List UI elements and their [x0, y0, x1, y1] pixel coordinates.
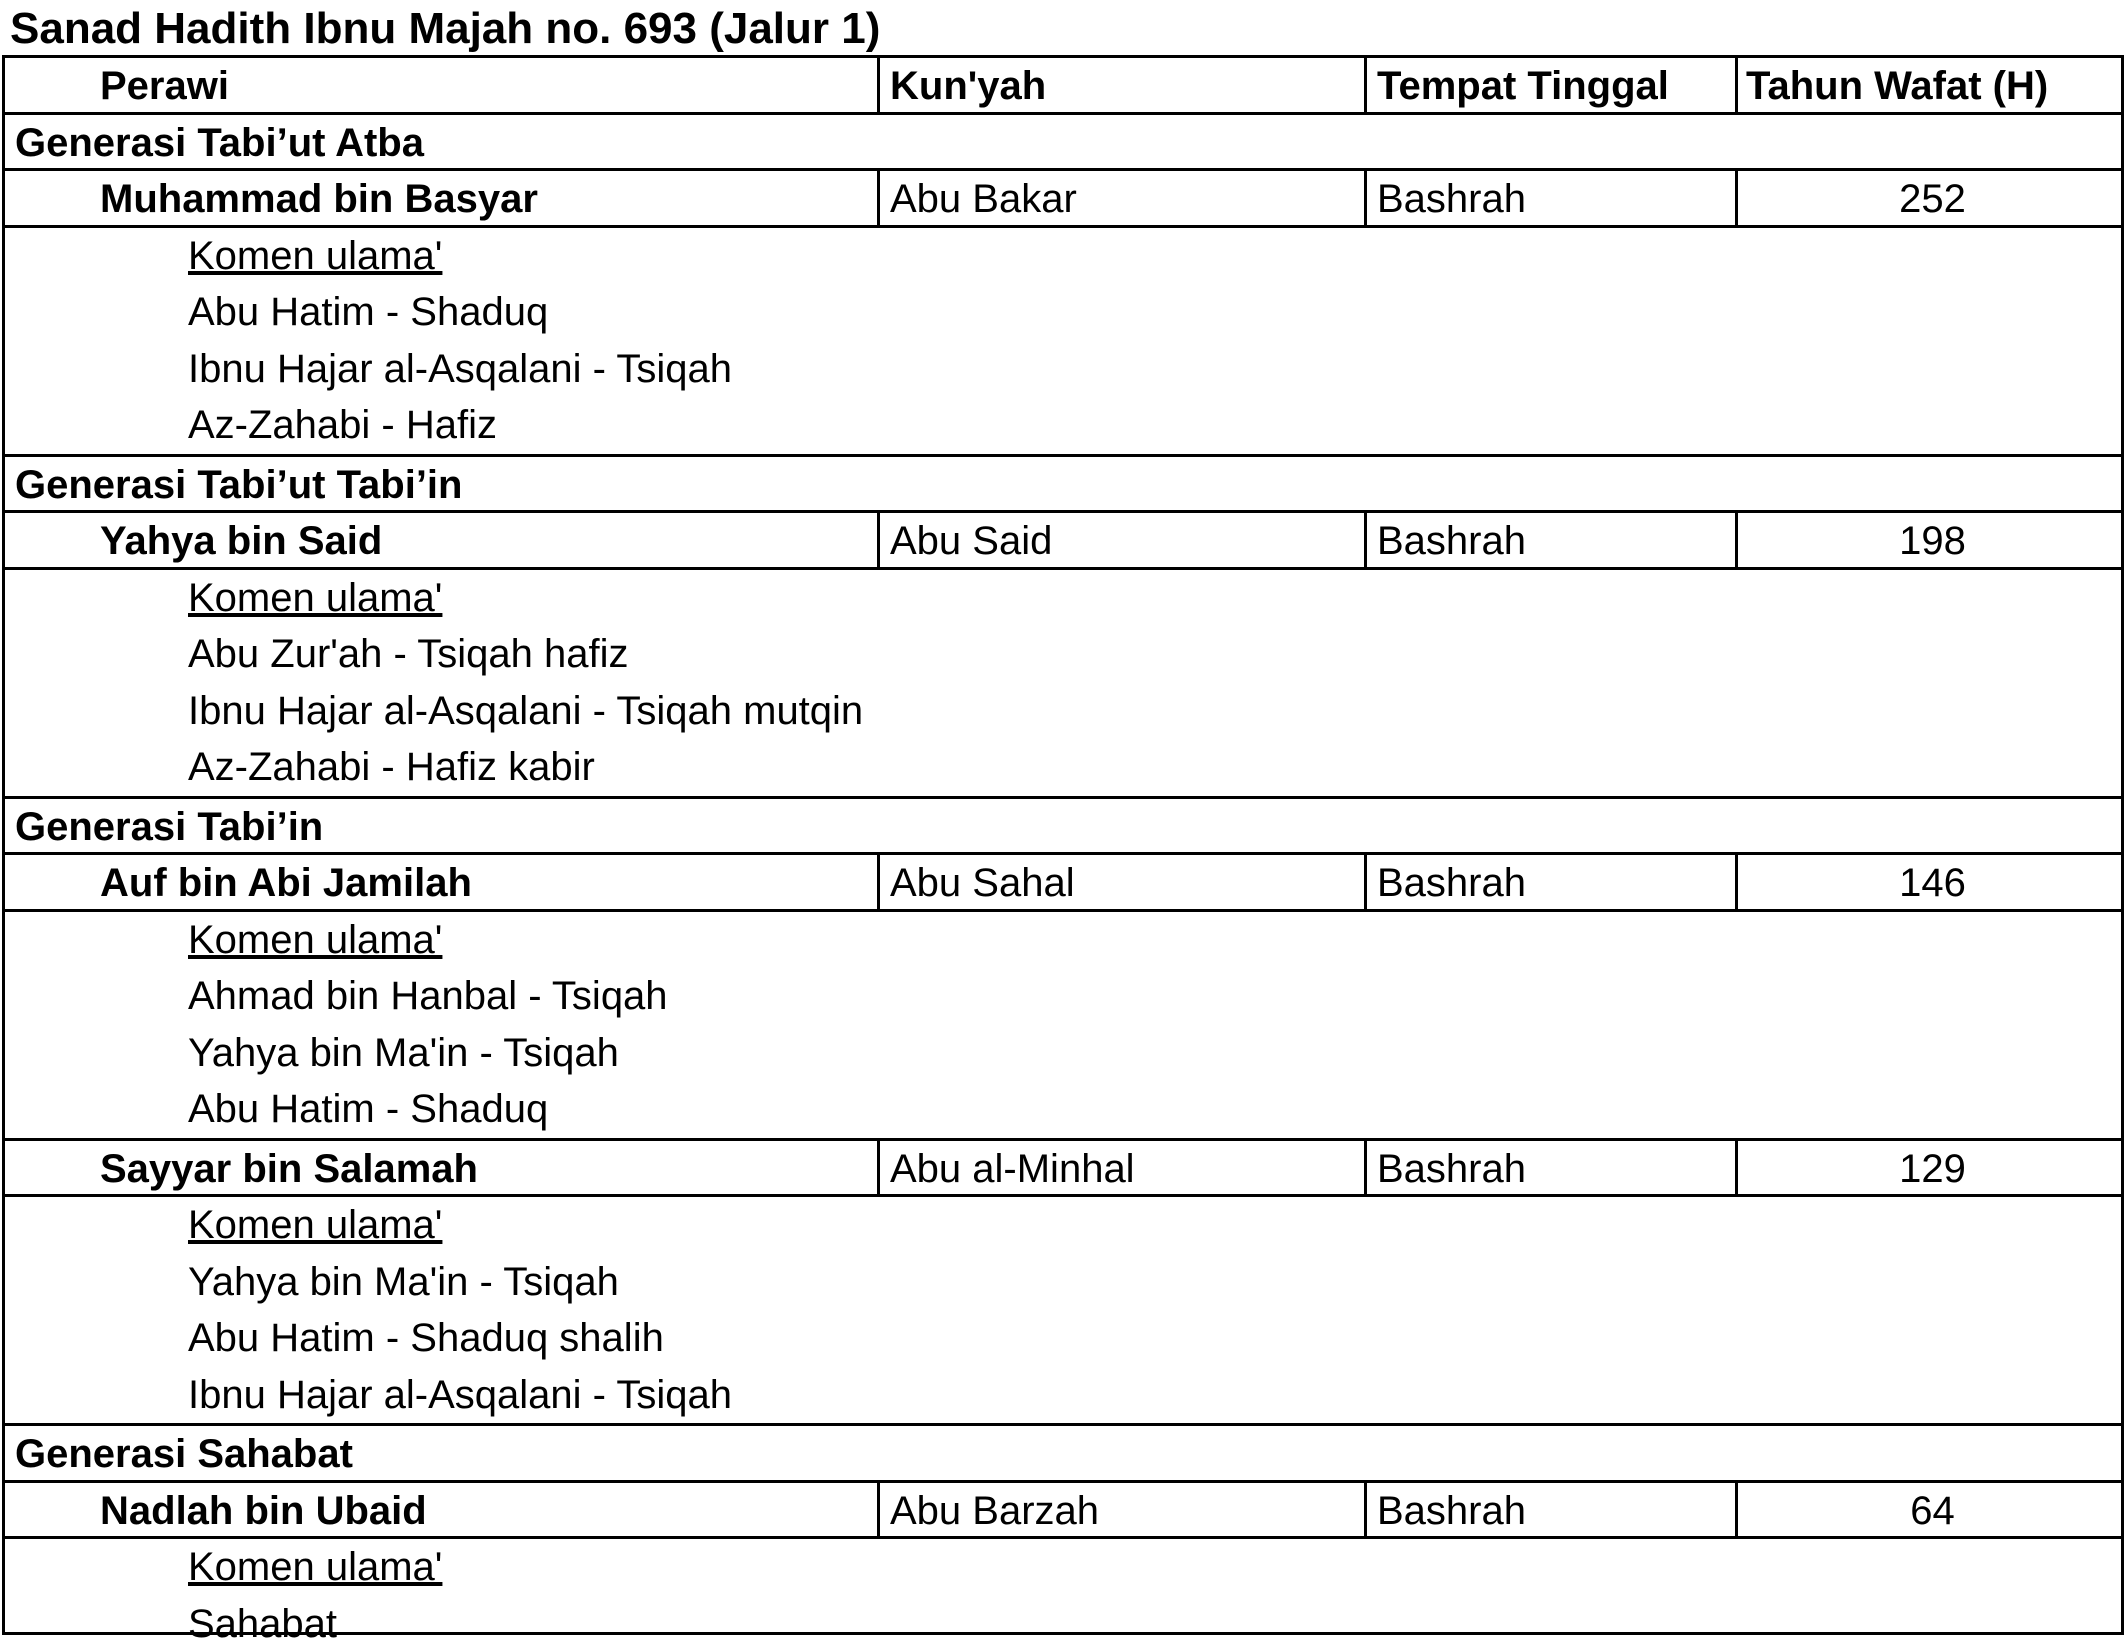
narrator-wafat: 64 [1735, 1483, 2126, 1537]
comment-item: Abu Hatim - Shaduq [188, 1081, 2121, 1138]
generation-row: Generasi Sahabat [5, 1426, 2121, 1483]
header-tahun-wafat: Tahun Wafat (H) [1735, 58, 2126, 112]
narrator-row [5, 1483, 2121, 1540]
comment-item: Abu Hatim - Shaduq [188, 284, 2121, 341]
comment-block [5, 1197, 2121, 1426]
narrator-name: Auf bin Abi Jamilah [5, 855, 877, 909]
comment-item: Ibnu Hajar al-Asqalani - Tsiqah [188, 341, 2121, 398]
generation-row: Generasi Tabi’ut Atba [5, 115, 2121, 172]
comment-item: Ahmad bin Hanbal - Tsiqah [188, 968, 2121, 1025]
narrator-wafat: 252 [1735, 171, 2126, 225]
comment-heading: Komen ulama' [188, 1197, 2121, 1254]
narrator-kunyah: Abu Bakar [877, 171, 1364, 225]
narrator-name: Yahya bin Said [5, 513, 877, 567]
narrator-name: Muhammad bin Basyar [5, 171, 877, 225]
comment-item: Az-Zahabi - Hafiz kabir [188, 739, 2121, 796]
comment-block [5, 912, 2121, 1141]
comment-item: Abu Zur'ah - Tsiqah hafiz [188, 626, 2121, 683]
narrator-row [5, 171, 2121, 228]
narrator-name: Sayyar bin Salamah [5, 1141, 877, 1195]
narrator-kunyah: Abu Sahal [877, 855, 1364, 909]
header-kunyah: Kun'yah [877, 58, 1364, 112]
narrator-tempat: Bashrah [1364, 1483, 1735, 1537]
comment-item: Ibnu Hajar al-Asqalani - Tsiqah mutqin [188, 683, 2121, 740]
comment-item: Yahya bin Ma'in - Tsiqah [188, 1025, 2121, 1082]
narrator-tempat: Bashrah [1364, 855, 1735, 909]
narrator-wafat: 146 [1735, 855, 2126, 909]
comment-heading: Komen ulama' [188, 912, 2121, 969]
comment-item: Sahabat [188, 1596, 2121, 1652]
generation-row: Generasi Tabi’in [5, 799, 2121, 856]
narrator-tempat: Bashrah [1364, 513, 1735, 567]
narrator-row [5, 1141, 2121, 1198]
comment-item: Ibnu Hajar al-Asqalani - Tsiqah [188, 1367, 2121, 1424]
comment-item: Az-Zahabi - Hafiz [188, 397, 2121, 454]
header-tempat-tinggal: Tempat Tinggal [1364, 58, 1735, 112]
comment-item: Abu Hatim - Shaduq shalih [188, 1310, 2121, 1367]
comment-block [5, 570, 2121, 799]
comment-heading: Komen ulama' [188, 228, 2121, 285]
header-perawi: Perawi [5, 58, 877, 112]
narrator-wafat: 198 [1735, 513, 2126, 567]
narrator-kunyah: Abu Said [877, 513, 1364, 567]
comment-heading: Komen ulama' [188, 1539, 2121, 1596]
narrator-name: Nadlah bin Ubaid [5, 1483, 877, 1537]
narrator-tempat: Bashrah [1364, 171, 1735, 225]
page-title: Sanad Hadith Ibnu Majah no. 693 (Jalur 1) [10, 0, 880, 55]
narrator-tempat: Bashrah [1364, 1141, 1735, 1195]
narrator-kunyah: Abu al-Minhal [877, 1141, 1364, 1195]
comment-heading: Komen ulama' [188, 570, 2121, 627]
comment-block [5, 228, 2121, 457]
narrator-row [5, 855, 2121, 912]
comment-item: Yahya bin Ma'in - Tsiqah [188, 1254, 2121, 1311]
narrator-row [5, 513, 2121, 570]
generation-row: Generasi Tabi’ut Tabi’in [5, 457, 2121, 514]
table-header-row [5, 58, 2121, 115]
sanad-table [2, 55, 2124, 1635]
narrator-wafat: 129 [1735, 1141, 2126, 1195]
narrator-kunyah: Abu Barzah [877, 1483, 1364, 1537]
comment-block [5, 1539, 2121, 1652]
